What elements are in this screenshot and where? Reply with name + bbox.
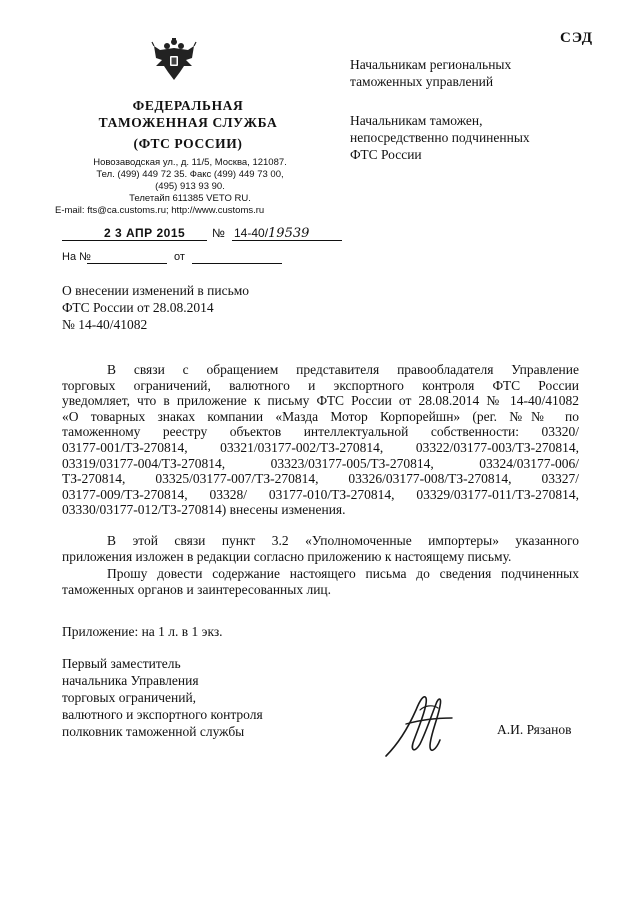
- ot-label: от: [174, 251, 185, 263]
- body-line: Прошу довести содержание настоящего письма до сведения подчиненных: [107, 566, 579, 581]
- addressee-line: непосредственно подчиненных: [350, 130, 530, 145]
- double-headed-eagle-emblem-icon: [150, 36, 198, 84]
- body-paragraph-2: [62, 533, 579, 564]
- body-line: ТЗ-270814, 03325/03177-007/ТЗ-270814, 03326/03177-008/ТЗ-270814, 03327/: [62, 471, 579, 487]
- addressee-block-2: [350, 112, 590, 163]
- organization-name: [88, 97, 288, 152]
- body-line: 03177-001/ТЗ-270814, 03321/03177-002/ТЗ-270814, 03322/03177-003/ТЗ-270814,: [62, 439, 579, 455]
- body-line: 03319/03177-004/ТЗ-270814, 03323/03177-005/ТЗ-270814, 03324/03177-006/: [62, 455, 579, 471]
- reference-line: [62, 251, 292, 267]
- org-phones: Тел. (499) 449 72 35. Факс (499) 449 73 00,: [96, 169, 284, 180]
- registration-line: [62, 226, 312, 242]
- subject-line: № 14-40/41082: [62, 317, 148, 332]
- addressee-block-1: [350, 56, 590, 90]
- date-underline: [62, 240, 207, 241]
- org-email: E-mail: fts@ca.customs.ru; http://www.customs.ru: [55, 205, 265, 216]
- signer-name: А.И. Рязанов: [497, 722, 572, 737]
- body-line: «О товарных знаках компании «Мазда Мотор Корпорейшн» (рег. №№ по: [62, 408, 579, 424]
- na-underline: [87, 263, 167, 264]
- signer-title-line: Первый заместитель: [62, 656, 181, 671]
- letter-subject: [62, 282, 302, 333]
- org-name-line1: ФЕДЕРАЛЬНАЯ: [132, 98, 244, 113]
- body-line: торговых ограничений, валютного и экспортного контроля ФТС России: [62, 377, 579, 393]
- org-phones-2: (495) 913 93 90.: [155, 181, 225, 192]
- addressee-line: Начальникам таможен,: [350, 113, 483, 128]
- body-paragraph-1: [62, 362, 579, 518]
- registration-number: [234, 226, 309, 241]
- signer-title-line: валютного и экспортного контроля: [62, 707, 263, 722]
- org-teletype: Телетайп 611385 VETO RU.: [129, 193, 251, 204]
- subject-line: О внесении изменений в письмо: [62, 283, 250, 298]
- ot-underline: [192, 263, 282, 264]
- addressee-line: Начальникам региональных: [350, 57, 512, 72]
- signer-title-line: начальника Управления: [62, 673, 199, 688]
- org-name-line2: ТАМОЖЕННАЯ СЛУЖБА: [98, 115, 278, 130]
- sed-stamp: СЭД: [560, 30, 594, 46]
- signer-title: [62, 655, 322, 740]
- attachment-note: Приложение: на 1 л. в 1 экз.: [62, 624, 223, 639]
- registration-number-label: №: [212, 226, 225, 240]
- na-label: На №: [62, 251, 91, 263]
- registration-date: 2 3 АПР 2015: [104, 226, 186, 240]
- addressee-line: таможенных управлений: [350, 74, 494, 89]
- org-contacts: [55, 157, 325, 217]
- body-line: В этой связи пункт 3.2 «Уполномоченные импортеры» указанного: [107, 533, 579, 548]
- org-address: Новозаводская ул., д. 11/5, Москва, 121087.: [93, 157, 287, 168]
- body-line: В связи с обращением представителя правообладателя Управление: [107, 362, 579, 377]
- body-line: приложения изложен в редакции согласно приложению к настоящему письму.: [62, 548, 512, 564]
- body-paragraph-3: [62, 566, 579, 597]
- subject-line: ФТС России от 28.08.2014: [62, 300, 214, 315]
- org-abbreviation: (ФТС РОССИИ): [133, 136, 243, 151]
- registration-number-handwritten: 19539: [268, 226, 310, 241]
- signer-title-line: торговых ограничений,: [62, 690, 197, 705]
- registration-number-prefix: 14-40/: [234, 226, 269, 240]
- addressee-line: ФТС России: [350, 147, 422, 162]
- signer-title-line: полковник таможенной службы: [62, 724, 245, 739]
- handwritten-signature-icon: [380, 684, 460, 764]
- body-line: уведомляет, что в приложение к письму ФТС России от 28.08.2014 № 14-40/41082: [62, 393, 579, 409]
- body-line: таможенному реестру объектов интеллектуальной собственности: 03320/: [62, 424, 579, 440]
- body-line: 03330/03177-012/ТЗ-270814) внесены изменения.: [62, 502, 346, 518]
- body-line: таможенных органов и заинтересованных лиц.: [62, 581, 332, 597]
- number-underline: [232, 240, 342, 241]
- body-line: 03177-009/ТЗ-270814, 03328/ 03177-010/ТЗ-270814, 03329/03177-011/ТЗ-270814,: [62, 486, 579, 502]
